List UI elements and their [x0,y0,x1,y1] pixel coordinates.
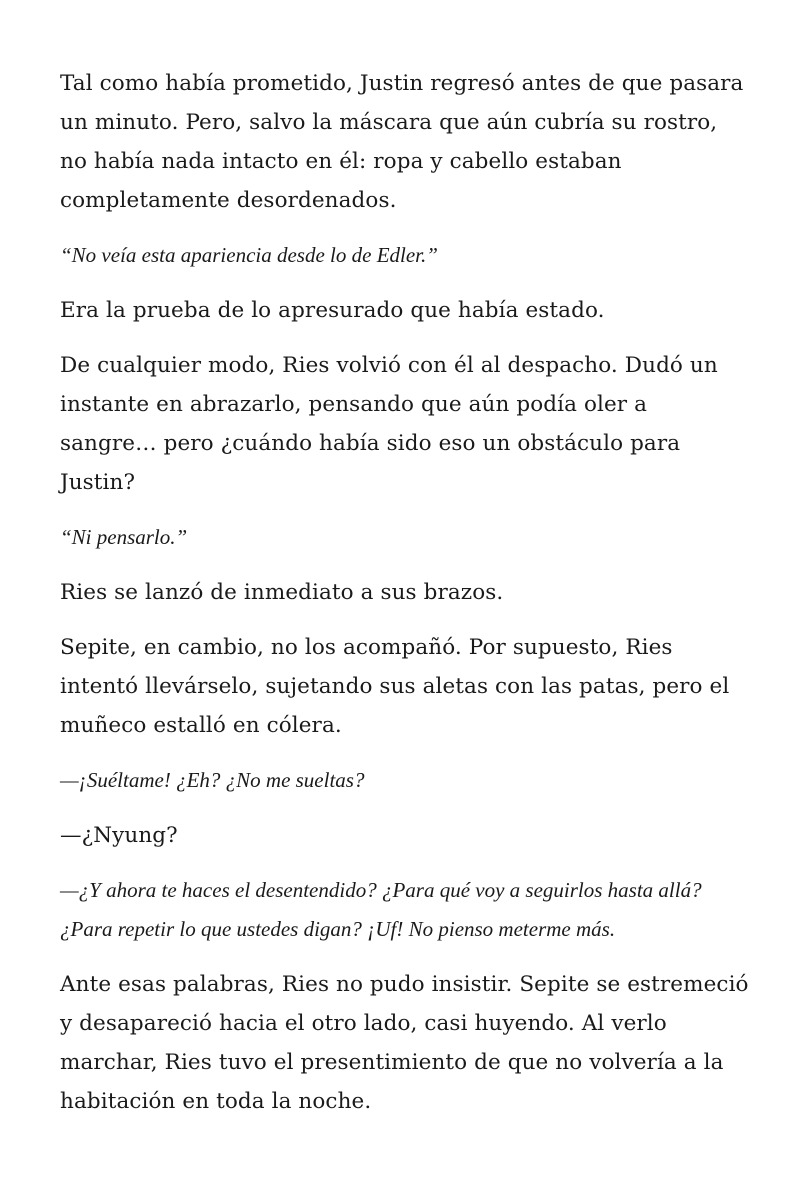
paragraph: Sepite, en cambio, no los acompañó. Por supuesto, Ries intentó llevárselo, sujetando sus aletas con las patas, pero el muñeco estalló en cólera. [60,635,730,738]
paragraph: Ante esas palabras, Ries no pudo insistir. Sepite se estremeció y desapareció hacia el otro lado, casi huyendo. Al verlo marchar, Ries tuvo el presentimiento de que no volvería a la habitación en toda la noche. [60,972,749,1114]
paragraph: De cualquier modo, Ries volvió con él al despacho. Dudó un instante en abrazarlo, pensando que aún podía oler a sangre… pero ¿cuándo había sido eso un obstáculo para Justin? [60,353,718,495]
dialogue-line: —¿Nyung? [60,823,178,848]
paragraph: Era la prueba de lo apresurado que había estado. [60,298,605,323]
dialogue-line: —¡Suéltame! ¿Eh? ¿No me sueltas? [60,768,365,792]
dialogue-line: —¿Y ahora te haces el desentendido? ¿Para qué voy a seguirlos hasta allá? ¿Para repetir lo que ustedes digan? ¡Uf! No pienso meterme más. [60,878,702,941]
inner-thought: “No veía esta apariencia desde lo de Edler.” [60,243,438,267]
document-page [60,64,750,1137]
paragraph: Tal como había prometido, Justin regresó antes de que pasara un minuto. Pero, salvo la máscara que aún cubría su rostro, no había nada intacto en él: ropa y cabello estaban completamente desordenados. [60,71,744,213]
inner-thought: “Ni pensarlo.” [60,525,188,549]
paragraph: Ries se lanzó de inmediato a sus brazos. [60,580,504,605]
